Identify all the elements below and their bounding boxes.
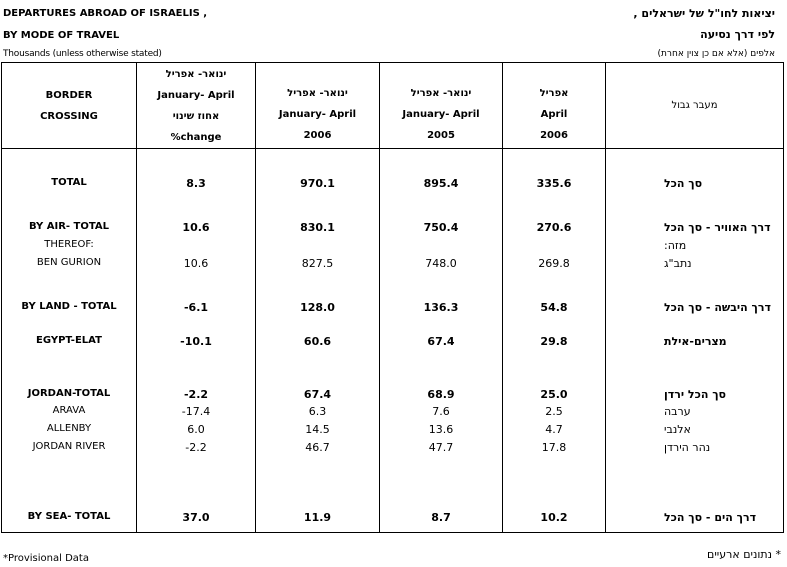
cell-c2006-0: 970.1 (300, 177, 335, 190)
cell-he-4: דרך היבשה - סך הכל (664, 301, 772, 314)
cell-apr-4: 54.8 (540, 301, 568, 314)
cell-c2006-1: 830.1 (300, 221, 335, 234)
cell-c2005-8: 13.6 (428, 423, 454, 436)
cell-he-8: אלנבי (664, 423, 691, 436)
cell-he-2: מזה: (664, 239, 687, 252)
cell-apr-10: 10.2 (540, 511, 568, 524)
cell-apr-9: 17.8 (541, 441, 567, 454)
header-border-line2: CROSSING (40, 110, 98, 122)
cell-he-3: נתב"ג (664, 257, 692, 270)
cell-label-5: EGYPT-ELAT (36, 335, 102, 346)
cell-label-3: BEN GURION (36, 257, 102, 268)
cell-apr-8: 4.7 (545, 423, 563, 436)
col-change (137, 149, 256, 533)
cell-c2005-7: 7.6 (432, 405, 450, 418)
header-change (137, 63, 256, 149)
cell-c2006-5: 60.6 (303, 335, 332, 348)
cell-he-9: נהר הירדן (664, 441, 711, 454)
cell-he-10: דרך הים - סך הכל (664, 511, 757, 524)
col-labels-he (606, 149, 784, 533)
cell-c2006-10: 11.9 (303, 511, 332, 524)
cell-label-9: JORDAN RIVER (32, 441, 106, 452)
cell-apr-3: 269.8 (538, 257, 570, 270)
departures-table (1, 62, 784, 533)
cell-c2006-8: 14.5 (305, 423, 330, 436)
cell-c2006-3: 827.5 (301, 257, 334, 270)
header-2005-year: 2005 (427, 130, 455, 141)
cell-c2005-3: 748.0 (425, 257, 457, 270)
header-change-pct: %change (170, 131, 222, 143)
cell-c2005-5: 67.4 (427, 335, 455, 348)
cell-label-0: TOTAL (51, 177, 87, 188)
body-row (2, 149, 784, 533)
col-2005 (380, 149, 503, 533)
cell-change-0: 8.3 (186, 177, 206, 190)
cell-change-4: -6.1 (183, 301, 209, 314)
header-row (2, 63, 784, 149)
cell-he-6: סך הכל ירדן (664, 388, 727, 401)
header-jan-apr-2005 (380, 63, 503, 149)
header-2006-year: 2006 (303, 130, 332, 141)
cell-change-1: 10.6 (182, 221, 210, 234)
col-april (503, 149, 606, 533)
cell-label-7: ARAVA (52, 405, 86, 416)
header-2005-en: January- April (402, 109, 480, 120)
cell-c2005-9: 47.7 (428, 441, 454, 454)
header-2006-en: January- April (278, 109, 357, 120)
cell-he-5: מצרים-אילת (664, 335, 727, 348)
title-en-line1: DEPARTURES ABROAD OF ISRAELIS , (3, 8, 208, 19)
cell-label-10: BY SEA- TOTAL (27, 511, 111, 522)
cell-c2005-0: 895.4 (423, 177, 459, 190)
cell-c2006-6: 67.4 (303, 388, 332, 401)
units-he: אלפים (אלא אם כן צוין אחרת) (657, 49, 775, 59)
cell-label-2: THEREOF: (44, 239, 94, 250)
cell-c2006-7: 6.3 (308, 405, 327, 418)
cell-he-0: סך הכל (664, 177, 703, 190)
title-en-line2: BY MODE OF TRAVEL (3, 30, 120, 41)
title-he-line1: יציאות לחו"ל של ישראלים , (633, 7, 775, 20)
header-april-year: 2006 (540, 130, 568, 141)
cell-change-7: -17.4 (181, 405, 211, 418)
cell-apr-1: 270.6 (536, 221, 572, 234)
cell-c2006-9: 46.7 (305, 441, 330, 454)
cell-c2005-10: 8.7 (431, 511, 451, 524)
header-april-en: April (540, 109, 568, 120)
header-change-en: January- April (157, 89, 235, 101)
col-labels (2, 149, 137, 533)
cell-c2005-6: 68.9 (427, 388, 455, 401)
cell-c2005-4: 136.3 (423, 301, 459, 314)
cell-c2006-4: 128.0 (300, 301, 335, 314)
cell-apr-5: 29.8 (540, 335, 568, 348)
cell-he-7: ערבה (664, 405, 691, 418)
cell-label-1: BY AIR- TOTAL (28, 221, 110, 232)
cell-label-4: BY LAND - TOTAL (21, 301, 117, 312)
header-change-he2: אחוז שינוי (172, 110, 220, 122)
cell-he-1: דרך האוויר - סך הכל (664, 221, 771, 234)
cell-change-10: 37.0 (182, 511, 210, 524)
cell-change-8: 6.0 (187, 423, 205, 436)
cell-change-3: 10.6 (183, 257, 209, 270)
footnote-en: *Provisional Data (3, 553, 89, 564)
header-april-he: אפריל (539, 88, 569, 99)
cell-apr-7: 2.5 (545, 405, 563, 418)
header-2005-he: ינואר- אפריל (410, 88, 472, 99)
header-april-2006 (503, 63, 606, 149)
cell-label-6: JORDAN-TOTAL (27, 388, 111, 399)
cell-apr-6: 25.0 (540, 388, 568, 401)
footnote-he: * נתונים ארעיים (707, 548, 781, 561)
header-change-he: ינואר- אפריל (165, 68, 227, 80)
cell-change-5: -10.1 (180, 335, 212, 348)
col-2006 (256, 149, 380, 533)
cell-c2005-1: 750.4 (423, 221, 459, 234)
header-border-crossing (2, 63, 137, 149)
title-he-line2: לפי דרך נסיעה (700, 28, 775, 41)
cell-change-6: -2.2 (183, 388, 209, 401)
header-2006-he: ינואר- אפריל (287, 88, 348, 99)
header-jan-apr-2006 (256, 63, 380, 149)
header-border-line1: BORDER (45, 89, 93, 101)
cell-apr-0: 335.6 (536, 177, 572, 190)
cell-change-9: -2.2 (185, 441, 207, 454)
cell-label-8: ALLENBY (46, 423, 92, 434)
header-border-he (606, 63, 784, 149)
units-en: Thousands (unless otherwise stated) (3, 49, 162, 59)
header-border-he-label: מעבר גבול (671, 100, 718, 111)
